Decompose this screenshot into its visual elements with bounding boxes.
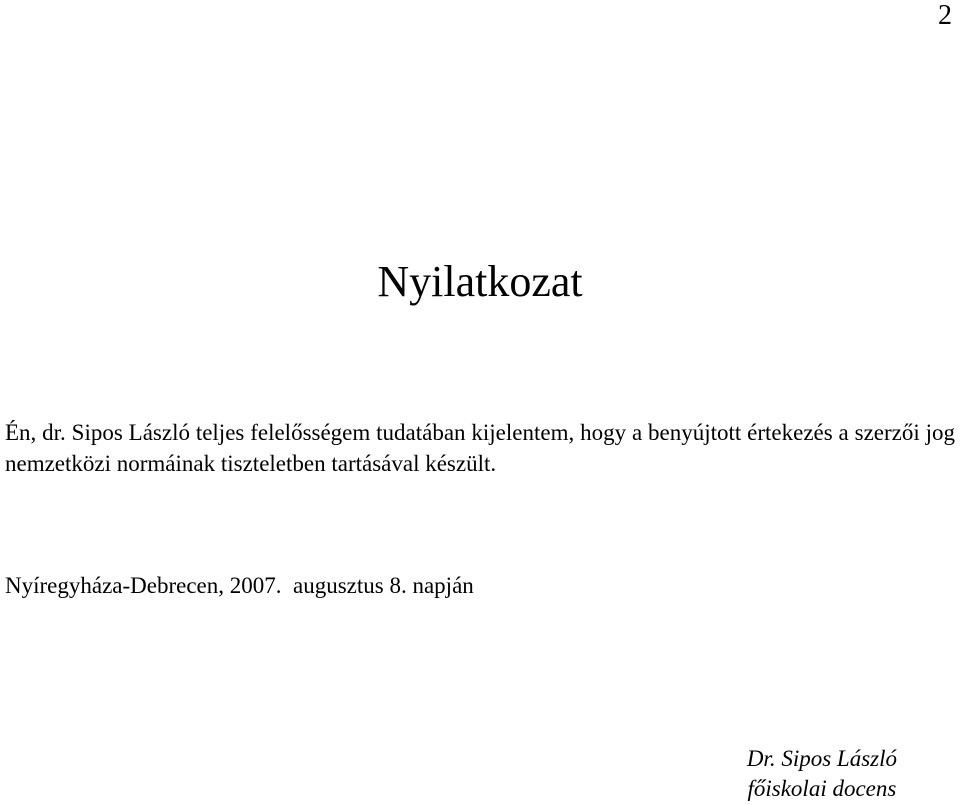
signature-name: Dr. Sipos László xyxy=(746,746,897,771)
signature-role: főiskolai docens xyxy=(747,776,897,801)
signature-block xyxy=(747,744,897,804)
declaration-paragraph: Én, dr. Sipos László teljes felelősségem tudatában kijelentem, hogy a benyújtott értekezés a szerzői jog nemzetközi normáinak tiszteletben tartásával készült. xyxy=(5,420,955,476)
document-title: Nyilatkozat xyxy=(377,257,583,306)
place-date: Nyíregyháza-Debrecen, 2007. augusztus 8. napján xyxy=(5,573,474,598)
page-number: 2 xyxy=(938,0,952,31)
